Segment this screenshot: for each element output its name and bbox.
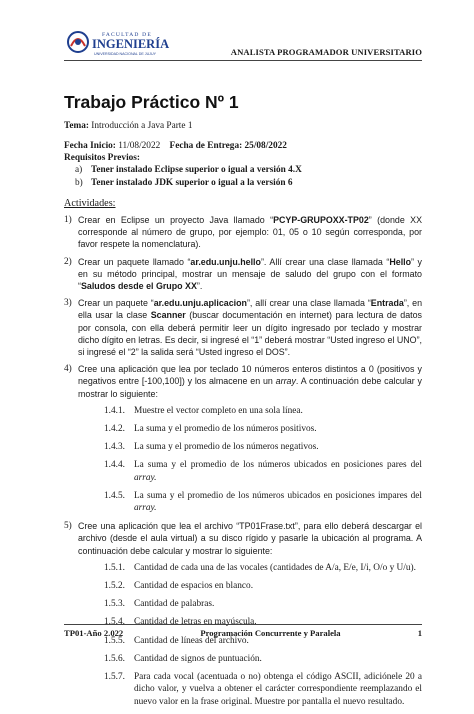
activity-3: 3) Crear un paquete “ar.edu.unju.aplicacion”, allí crear una clase llamada “Entrada”, en ella usar la clase Scanner (buscar documentación en internet) para lectura de datos por consola, con ella deberá permitir leer un dígito ingresado por teclado y mostrar dicho dígito en letras. Es decir, si ingresé el “1” deberá mostrar “Usted ingreso el UNO”, si ingresé el “2” la salida será “Usted ingreso el DOS”. — [64, 298, 423, 358]
subitem: 1.4.2. La suma y el promedio de los números positivos. — [104, 424, 317, 435]
activity-2: 2) Crear un paquete llamado “ar.edu.unju.hello”. Allí crear una clase llamada “Hello” y en su método principal, mostrar un mensaje de saludo del grupo con el formato “Saludos desde el Grupo XX”. — [64, 256, 422, 292]
subitem: 1.5.3. Cantidad de palabras. — [104, 599, 215, 610]
document-body — [64, 92, 422, 714]
logo-sub-text: UNIVERSIDAD NACIONAL DE JUJUY — [94, 52, 156, 56]
requisito-item: a) Tener instalado Eclipse superior o igual a versión 4.X — [75, 165, 302, 175]
footer-left: TP01-Año 2.022 — [64, 628, 124, 638]
subitem: 1.5.6. Cantidad de signos de puntuación. — [104, 653, 262, 664]
subitem: 1.5.5. Cantidad de líneas del archivo. — [104, 635, 249, 646]
logo-emblem-icon — [68, 32, 88, 52]
activity-4: 4) Cree una aplicación que lea por teclado 10 números enteros distintos a 0 (positivos y negativos entre [-100,100]) y los almacene en un array. A continuación debe calcular y mostrar lo siguiente: — [64, 364, 422, 399]
logo-small-text: FACULTAD DE — [102, 32, 152, 38]
subitem: 1.4.5. La suma y el promedio de los números ubicados en posiciones impares del array. — [104, 490, 422, 514]
footer-course: Programación Concurrente y Paralela — [200, 628, 341, 638]
faculty-logo — [66, 28, 184, 58]
requisitos-label: Requisitos Previos: — [64, 153, 141, 163]
subitem: 1.4.4. La suma y el promedio de los números ubicados en posiciones pares del array. — [104, 460, 422, 483]
program-name: ANALISTA PROGRAMADOR UNIVERSITARIO — [230, 47, 422, 57]
subitem: 1.4.1. Muestre el vector completo en una sola línea. — [104, 405, 303, 416]
requisito-item: b) Tener instalado JDK superior o igual a la versión 6 — [75, 177, 293, 188]
subitem: 1.5.7. Para cada vocal (acentuada o no) obtenga el código ASCII, adiciónele 20 a dicho valor, y vuelva a obtener el carácter correspondiente reemplazando el nuevo valor en la frase original. Muestre por pantalla el nuevo resultado. — [104, 672, 422, 707]
logo-main-text: INGENIERÍA — [92, 37, 170, 51]
page-number: 1 — [417, 628, 422, 638]
subitem: 1.5.1. Cantidad de cada una de las vocales (cantidades de A/a, E/e, I/i, O/o y U/u). — [104, 562, 416, 573]
footer-divider — [64, 624, 422, 625]
subitem: 1.5.2. Cantidad de espacios en blanco. — [104, 581, 254, 592]
activity-1: 1) Crear en Eclipse un proyecto Java llamado “PCYP-GRUPOXX-TP02” (donde XX corresponde al número de grupo, por ejemplo: 01, 05 o 10 según corresponda, por favor respete la nomenclatura). — [64, 215, 422, 250]
header-divider — [64, 60, 422, 61]
subitem: 1.5.4. Cantidad de letras en mayúscula. — [104, 617, 257, 628]
fechas-line: Fecha Inicio: 11/08/2022 Fecha de Entrega: 25/08/2022 — [64, 141, 287, 151]
page-footer — [64, 628, 422, 638]
page-title: Trabajo Práctico Nº 1 — [64, 92, 239, 112]
subitem: 1.4.3. La suma y el promedio de los números negativos. — [104, 442, 319, 453]
activity-5: 5) Cree una aplicación que lea el archivo “TP01Frase.txt”, para ello deberá descargar el archivo (desde el aula virtual) a su disco rígido y pasarle la ubicación al programa. A continuación debe calcular y mostrar lo siguiente: — [64, 521, 422, 556]
tema-line: Tema: Introducción a Java Parte 1 — [64, 121, 193, 131]
actividades-heading: Actividades: — [64, 198, 116, 209]
